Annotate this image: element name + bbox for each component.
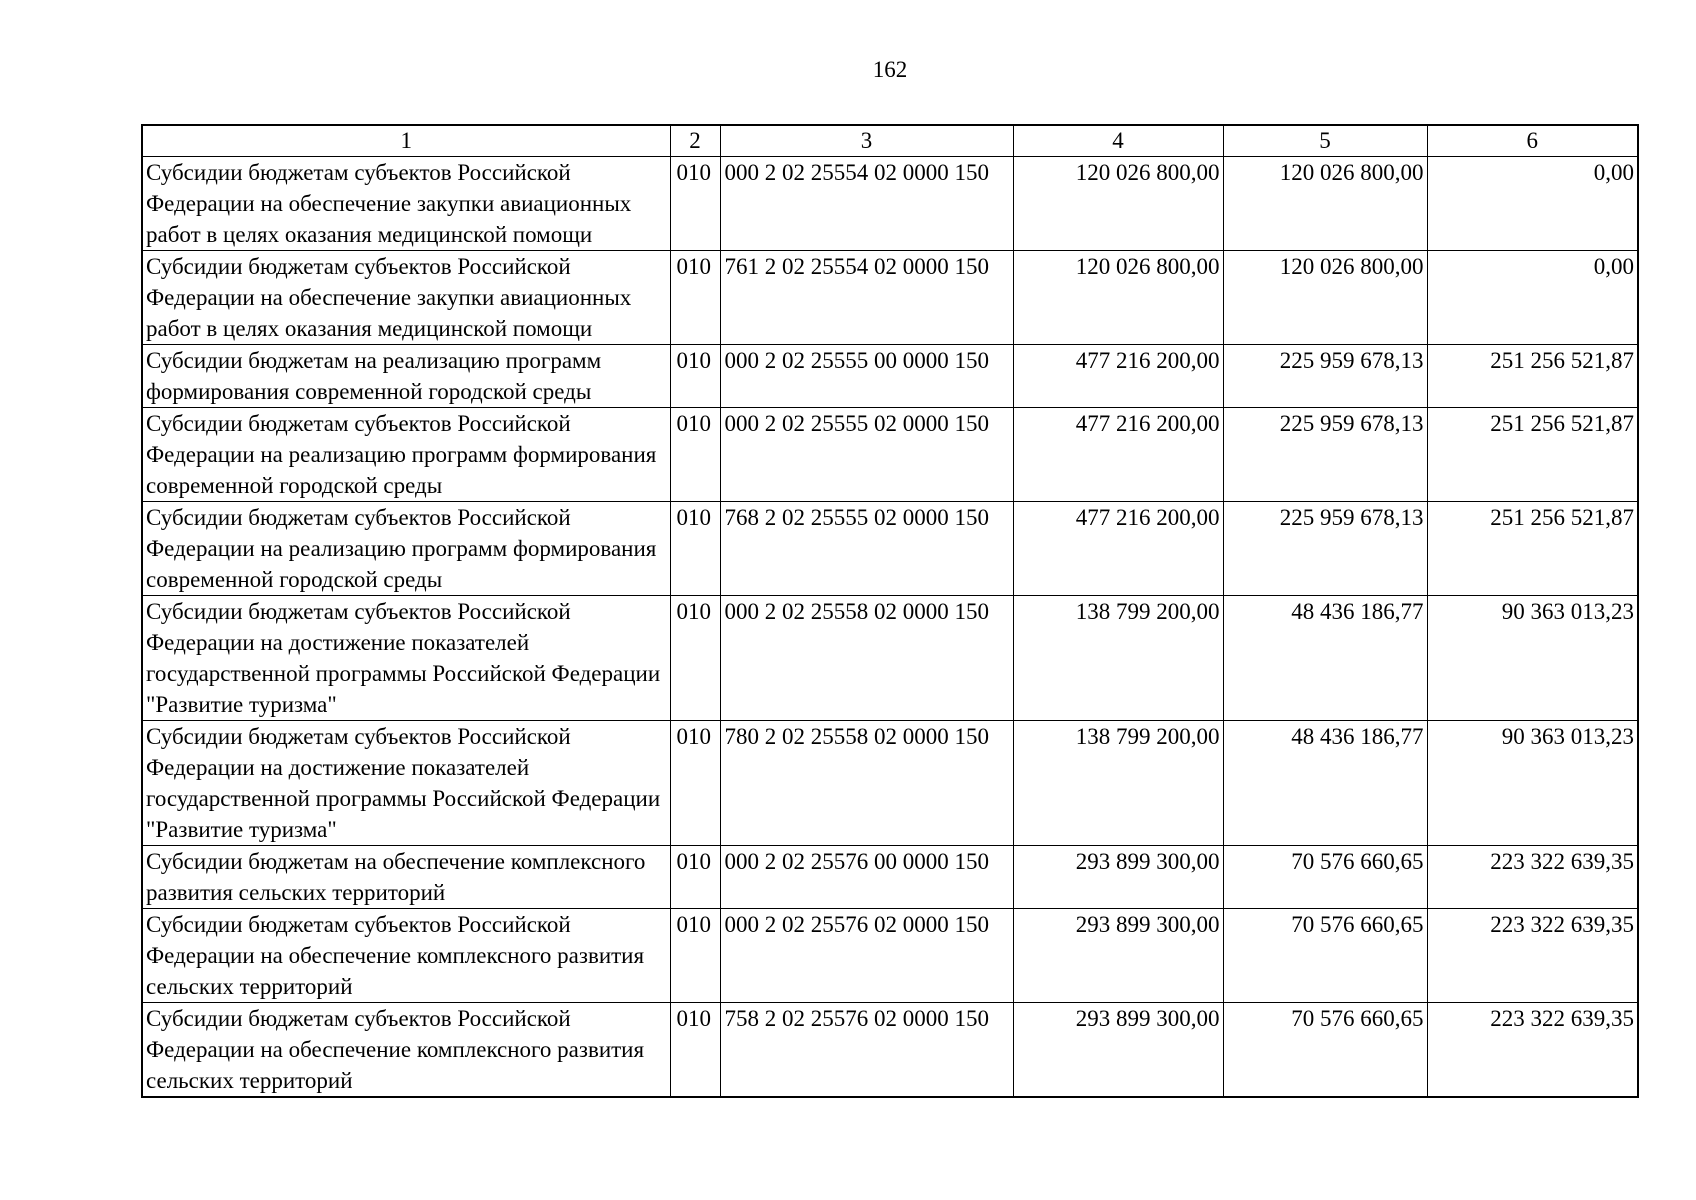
row-kbk: 758 2 02 25576 02 0000 150 bbox=[720, 1003, 1013, 1098]
table-row bbox=[142, 502, 1638, 596]
row-value-4: 293 899 300,00 bbox=[1013, 909, 1223, 1003]
row-value-5: 225 959 678,13 bbox=[1223, 345, 1427, 408]
row-value-5: 70 576 660,65 bbox=[1223, 846, 1427, 909]
row-name: Субсидии бюджетам субъектов Российской Федерации на обеспечение комплексного развития сельских территорий bbox=[142, 909, 670, 1003]
row-kbk: 000 2 02 25555 00 0000 150 bbox=[720, 345, 1013, 408]
row-value-6: 223 322 639,35 bbox=[1427, 846, 1638, 909]
row-value-4: 120 026 800,00 bbox=[1013, 251, 1223, 345]
row-kbk: 761 2 02 25554 02 0000 150 bbox=[720, 251, 1013, 345]
table-row bbox=[142, 157, 1638, 251]
row-value-5: 120 026 800,00 bbox=[1223, 251, 1427, 345]
row-code: 010 bbox=[670, 846, 720, 909]
row-value-4: 138 799 200,00 bbox=[1013, 596, 1223, 721]
row-value-6: 90 363 013,23 bbox=[1427, 721, 1638, 846]
row-code: 010 bbox=[670, 251, 720, 345]
column-header-1: 1 bbox=[142, 125, 670, 157]
row-value-6: 251 256 521,87 bbox=[1427, 502, 1638, 596]
row-name: Субсидии бюджетам субъектов Российской Федерации на достижение показателей государственной программы Российской Федерации "Развитие туризма" bbox=[142, 596, 670, 721]
row-code: 010 bbox=[670, 345, 720, 408]
column-header-4: 4 bbox=[1013, 125, 1223, 157]
table-row bbox=[142, 596, 1638, 721]
table-row bbox=[142, 408, 1638, 502]
table-row bbox=[142, 846, 1638, 909]
row-value-5: 120 026 800,00 bbox=[1223, 157, 1427, 251]
row-name: Субсидии бюджетам на реализацию программ формирования современной городской среды bbox=[142, 345, 670, 408]
row-value-4: 477 216 200,00 bbox=[1013, 502, 1223, 596]
row-value-6: 223 322 639,35 bbox=[1427, 1003, 1638, 1098]
row-value-6: 0,00 bbox=[1427, 157, 1638, 251]
table-row bbox=[142, 909, 1638, 1003]
row-code: 010 bbox=[670, 721, 720, 846]
row-kbk: 768 2 02 25555 02 0000 150 bbox=[720, 502, 1013, 596]
row-value-4: 477 216 200,00 bbox=[1013, 408, 1223, 502]
row-value-6: 251 256 521,87 bbox=[1427, 345, 1638, 408]
column-header-5: 5 bbox=[1223, 125, 1427, 157]
row-name: Субсидии бюджетам на обеспечение комплексного развития сельских территорий bbox=[142, 846, 670, 909]
row-kbk: 000 2 02 25576 02 0000 150 bbox=[720, 909, 1013, 1003]
row-code: 010 bbox=[670, 157, 720, 251]
row-value-4: 477 216 200,00 bbox=[1013, 345, 1223, 408]
table-row bbox=[142, 1003, 1638, 1098]
column-header-6: 6 bbox=[1427, 125, 1638, 157]
column-header-2: 2 bbox=[670, 125, 720, 157]
column-header-3: 3 bbox=[720, 125, 1013, 157]
row-value-6: 223 322 639,35 bbox=[1427, 909, 1638, 1003]
row-name: Субсидии бюджетам субъектов Российской Федерации на реализацию программ формирования современной городской среды bbox=[142, 408, 670, 502]
table-row bbox=[142, 251, 1638, 345]
row-value-4: 138 799 200,00 bbox=[1013, 721, 1223, 846]
row-kbk: 000 2 02 25576 00 0000 150 bbox=[720, 846, 1013, 909]
row-value-5: 70 576 660,65 bbox=[1223, 1003, 1427, 1098]
row-value-4: 120 026 800,00 bbox=[1013, 157, 1223, 251]
row-value-6: 90 363 013,23 bbox=[1427, 596, 1638, 721]
row-name: Субсидии бюджетам субъектов Российской Федерации на обеспечение комплексного развития сельских территорий bbox=[142, 1003, 670, 1098]
row-value-6: 251 256 521,87 bbox=[1427, 408, 1638, 502]
row-value-5: 70 576 660,65 bbox=[1223, 909, 1427, 1003]
row-name: Субсидии бюджетам субъектов Российской Федерации на обеспечение закупки авиационных работ в целях оказания медицинской помощи bbox=[142, 157, 670, 251]
row-name: Субсидии бюджетам субъектов Российской Федерации на обеспечение закупки авиационных работ в целях оказания медицинской помощи bbox=[142, 251, 670, 345]
row-code: 010 bbox=[670, 502, 720, 596]
row-value-5: 225 959 678,13 bbox=[1223, 408, 1427, 502]
row-code: 010 bbox=[670, 596, 720, 721]
row-kbk: 000 2 02 25558 02 0000 150 bbox=[720, 596, 1013, 721]
row-code: 010 bbox=[670, 909, 720, 1003]
row-code: 010 bbox=[670, 408, 720, 502]
row-value-4: 293 899 300,00 bbox=[1013, 1003, 1223, 1098]
row-value-5: 48 436 186,77 bbox=[1223, 596, 1427, 721]
row-value-6: 0,00 bbox=[1427, 251, 1638, 345]
page-number: 162 bbox=[872, 57, 908, 82]
row-value-5: 48 436 186,77 bbox=[1223, 721, 1427, 846]
budget-table bbox=[141, 124, 1639, 1098]
row-name: Субсидии бюджетам субъектов Российской Федерации на достижение показателей государственной программы Российской Федерации "Развитие туризма" bbox=[142, 721, 670, 846]
row-value-5: 225 959 678,13 bbox=[1223, 502, 1427, 596]
row-code: 010 bbox=[670, 1003, 720, 1098]
row-value-4: 293 899 300,00 bbox=[1013, 846, 1223, 909]
row-kbk: 000 2 02 25554 02 0000 150 bbox=[720, 157, 1013, 251]
row-kbk: 780 2 02 25558 02 0000 150 bbox=[720, 721, 1013, 846]
header-row bbox=[142, 125, 1638, 157]
row-kbk: 000 2 02 25555 02 0000 150 bbox=[720, 408, 1013, 502]
row-name: Субсидии бюджетам субъектов Российской Федерации на реализацию программ формирования современной городской среды bbox=[142, 502, 670, 596]
table-row bbox=[142, 345, 1638, 408]
table-row bbox=[142, 721, 1638, 846]
